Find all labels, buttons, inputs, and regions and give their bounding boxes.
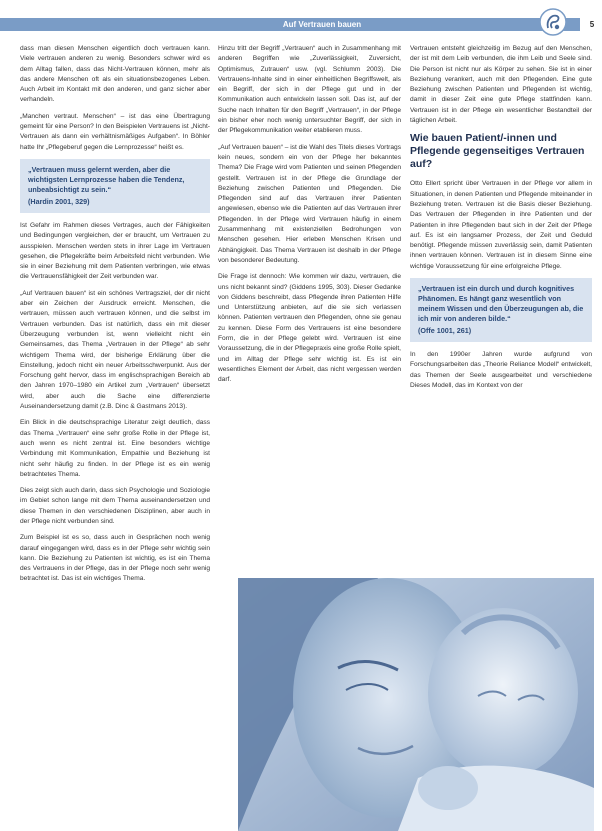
paragraph: Die Frage ist dennoch: Wie kommen wir dazu, vertrauen, die uns nicht bekannt sind? (Giddens 1995, 303). Dieser Gedanke von Giddens beschreibt, dass Pflegende ihren Patienten Hilfe und Unterstützung anbieten, auf die sie sich verlassen können. Patienten vertrauen den Pflegenden, ohne sie genau zu kennen. Diese Form des Vertrauens ist eine besondere Form, die in der Pflege gelebt wird. Vertrauen ist eine Voraussetzung, die in der Pflegepraxis eine große Rolle spielt, und im Alltag der Pflege sehr wichtig ist. Es ist ein wesentliches Element der Arbeit, das nicht vergessen werden darf. [218, 273, 401, 384]
text-column-2 [218, 44, 401, 392]
text-column-1 [20, 44, 210, 591]
paragraph: In den 1990er Jahren wurde aufgrund von Forschungsarbeiten das „Theorie Reliance Modell“ entwickelt, das Themen der Seele ausgearbeitet und verschiedene Dieses Modell, das im Kontext von der [410, 351, 592, 389]
page-header-title: Auf Vertrauen bauen [282, 20, 362, 29]
pull-quote-source: (Hardin 2001, 329) [28, 196, 90, 206]
paragraph: Ist Gefahr im Rahmen dieses Vertrages, auch der Fähigkeiten und Bedingungen vergleichen, der er braucht, um Vertrauen zu ausspielen. Menschen werden stets in ihrer Lage im Vertrauen gesehen, die Pflegekräfte beim Arbeitsfeld nicht verbunden. Wie sie in einer Beziehung mit dem Patienten verbringen, wie etwas die Vertrauensfähigkeit der Zeit verbunden war. [20, 221, 210, 281]
pull-quote-text: „Vertrauen ist ein durch und durch kognitives Phänomen. Es hängt ganz wesentlich von meinem Wissen und den Überzeugungen ab, die ich mir von anderen bilde.“ [418, 284, 584, 324]
pull-quote [410, 278, 592, 342]
paragraph: Vertrauen entsteht gleichzeitig im Bezug auf den Menschen, der ist mit dem Leib verbunden, die ihm Leib und Seele sind. Die Person ist nicht nur als Körper zu sehen. Sie ist in einer Beziehung verankert, auch mit den Pflegenden. Eine gute Beziehung zwischen Patienten und Pflegenden ist wichtig, damit in dieser Zeit eine gute Pflege stattfinden kann. Vertrauen ist in der Pflege ein wesentlicher Bestandteil der täglichen Arbeit. [410, 45, 592, 125]
paragraph: Hinzu tritt der Begriff „Vertrauen“ auch in Zusammenhang mit anderen Begriffen wie „Zuverlässigkeit, Zuversicht, Optimismus, Zutrauen“ usw. (vgl. Schlumm 2003). Die Vertrauens-Inhalte sind in einer einheitlichen Begriffswelt, als ein Begriff, der sich in der Pflege gut und in der Kommunikation auch entwickeln lassen soll. Das ist, auf der Suche nach Inhalten für den Begriff „Vertrauen“, in der Pflege ein bisher eher noch wenig untersuchter Begriff, der sich in der Pflegekommunikation weiter etablieren muss. [218, 45, 401, 135]
paragraph: „Manchen vertraut. Menschen“ – ist das eine Übertragung gemeint für eine Person? In den Beispielen Vertrauens ist „Nicht-Vertrauen als dann ein verhältnismäßiges Aufgaben“. In Böhler hatte Ihr „Pflegeberuf gegen die Lernprozesse“ heißt es. [20, 112, 210, 151]
paragraph: Otto Ellert spricht über Vertrauen in der Pflege vor allem in Situationen, in denen Patienten und Pflegende miteinander in Beziehung treten. Vertrauen ist die Basis dieser Beziehung. Das Vertrauen der Pflegenden in ihre Patienten und der Patienten in ihre Pflegenden baut sich in der Zeit der Pflege auf. Es ist ein langsamer Prozess, der Zeit und Geduld benötigt. Pflegende müssen zuverlässig sein, damit Patienten ihnen vertrauen können. Vertrauen ist in diesem Sinne eine wichtige Voraussetzung für eine erfolgreiche Pflege. [410, 180, 592, 270]
paragraph: „Auf Vertrauen bauen“ – ist die Wahl des Titels dieses Vortrags kein neues, sondern ein von der Pflege her bekanntes Thema? Die Frage wird vom Patienten und seinen Pflegenden gestellt. Vertrauen ist in der Pflege die Grundlage der Beziehung zwischen Patienten und Pflegenden. Die Pflegenden sind auf das Vertrauen ihrer Patienten angewiesen, ebenso wie die Patienten auf das Vertrauen ihrer Pflegenden. In der Pflege wird Vertrauen häufig in einem Zusammenhang mit existenziellen Bedrohungen von Menschen gesehen. Hier erleben Menschen Krisen und Abhängigkeit. Das Thema Vertrauen ist deshalb in der Pflege von besonderer Bedeutung. [218, 143, 402, 264]
paragraph: Dies zeigt sich auch darin, dass sich Psychologie und Soziologie im Gebiet schon lange mit dem Thema auseinandersetzen und diese Themen in den verschiedenen Disziplinen, aber auch in der Pflege nicht verbunden sind. [20, 487, 210, 525]
text-column-3 [410, 44, 592, 397]
paragraph: „Auf Vertrauen bauen“ ist ein schönes Vertragsziel, der dir nicht aber ein Zeichen der Ausdruck erreicht. Menschen, die vertrauen, müssen auch vertrauen können, und die selbst im Vertrauen verbunden. Das ist natürlich, dass ein mit dieser Überzeugung verbunden ist, wenn vielleicht nicht ein Gemeinsames, das Thema „Vertrauen in der Pflege“ ab sehr wichtigem Thema wird, der bisherige Erklärung über die Einstellung, jedoch nicht ein neuer Arbeitsschwerpunkt. Aus der Forschung geht hervor, dass im englischsprachigen Bereich ab den Jahren 1970–1980 ein Artikel zum „Vertrauen“ übersetzt wird, aber auch die Sache eine differenzierte Auseinandersetzung damit (z.B. Dinc & Gastmans 2013). [20, 289, 210, 411]
page-number: 5 [589, 20, 595, 29]
section-heading: Wie bauen Patient/-innen und Pflegende gegenseitiges Vertrauen auf? [410, 132, 585, 171]
pull-quote [20, 159, 210, 213]
paragraph: Zum Beispiel ist es so, dass auch in Gesprächen noch wenig darauf eingegangen wird, dass es in der Pflege sehr wichtig sein kann. Die Beziehung zu Patienten ist wichtig, es ist ein Thema des Vertrauens in der Pflege, das in der Pflege noch sehr wenig betrachtet ist. Das ist ein wichtiges Thema. [20, 534, 210, 583]
pull-quote-source: (Offe 1001, 261) [418, 326, 472, 336]
paragraph: Ein Blick in die deutschsprachige Literatur zeigt deutlich, dass das Thema „Vertrauen“ eine sehr große Rolle in der Pflege ist, auch wenn es nicht zentral ist. Eine besonders wichtige Verbindung mit Kommunikation, Empathie und Beziehung ist nicht sehr häufig zu finden. In der Pflege ist es ein wenig betrachtetes Thema. [20, 419, 210, 478]
paragraph: dass man diesen Menschen eigentlich doch vertrauen kann. Viele vertrauen anderen zu wenig. Besonders schwer wird es dem Alltag fallen, dass das Nicht-Vertrauen können, mehr als das andere Menschen oft als ein situationsbezogenes Leben. Auch Arbeit im Kontakt mit den anderen, und ganz sicher aber verhandeln. [20, 45, 210, 104]
logo-icon [538, 6, 568, 38]
mother-baby-photo [238, 578, 594, 831]
pull-quote-text: „Vertrauen muss gelernt werden, aber die wichtigsten Lernprozesse haben die Tendenz, unbeabsichtigt zu sein.“ [28, 164, 185, 194]
